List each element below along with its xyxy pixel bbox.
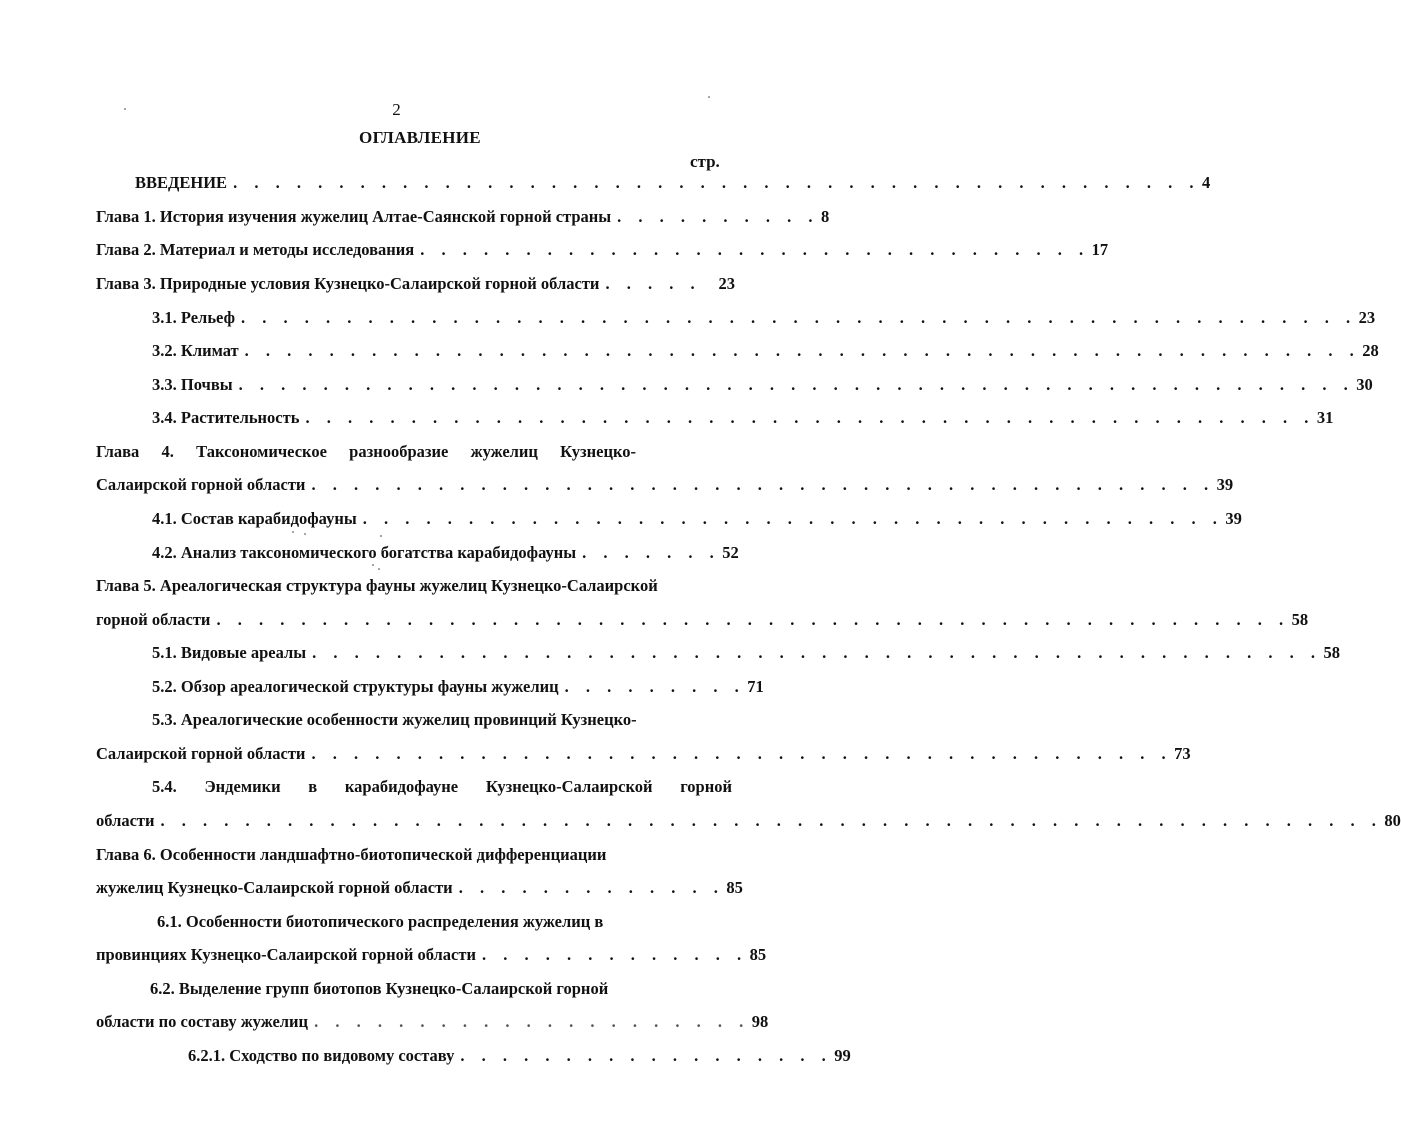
- scan-speck: [372, 564, 374, 566]
- toc-entry-page: 23: [1358, 308, 1376, 327]
- toc-entry: [96, 743, 1191, 765]
- toc-entry-text: Салаирской горной области: [96, 475, 306, 494]
- scan-speck: [708, 96, 710, 98]
- toc-entry: [96, 441, 636, 463]
- toc-entry: [152, 709, 735, 731]
- toc-entry-text: жужелиц Кузнецко-Салаирской горной области: [96, 878, 453, 897]
- toc-entry: [96, 810, 1401, 832]
- toc-entry-text: области по составу жужелиц: [96, 1012, 309, 1031]
- toc-entry-text: области: [96, 811, 155, 830]
- toc-entry-page: 98: [751, 1012, 769, 1031]
- toc-entry: [152, 307, 1376, 329]
- toc-entry: [157, 911, 735, 933]
- toc-entry-page: 85: [726, 878, 743, 897]
- toc-entry-text: 4.1. Состав карабидофауны: [152, 509, 357, 528]
- toc-entry-page: 17: [1091, 240, 1109, 259]
- toc-entry-page: 58: [1323, 643, 1340, 662]
- scan-speck: [304, 533, 306, 535]
- toc-entry-text: Глава 3. Природные условия Кузнецко-Салаирской горной области: [96, 274, 600, 293]
- toc-entry-page: 28: [1362, 341, 1379, 360]
- toc-entry-page: 99: [834, 1046, 851, 1065]
- leader-dots: . . . . . . . . .: [564, 677, 746, 696]
- leader-dots: . . . . . . . . . . . . . . . . . . . . . . . . . . . . . . . . . . . . . . . . .: [362, 509, 1224, 528]
- toc-entry: [152, 542, 739, 564]
- leader-dots: . . . . . . . . . . . . . . . . . . . . . . . . . . . . . . . . . . . . . . . . . . . . . . . . . . . . .: [240, 308, 1357, 327]
- toc-entry: [96, 609, 1309, 631]
- toc-entry-text: провинциях Кузнецко-Салаирской горной области: [96, 945, 476, 964]
- toc-entry-text: Глава 6. Особенности ландшафтно-биотопической дифференциации: [96, 845, 607, 864]
- toc-entry-page: 39: [1216, 475, 1234, 494]
- leader-dots: . . . . . . . . . . . . . . . . . . . . . . . . . . . . . . . . . . . . . . . . . . . . . . . . . . .: [216, 610, 1290, 629]
- page-column-label: стр.: [690, 152, 720, 171]
- toc-entry-text: горной области: [96, 610, 211, 629]
- toc-entry: [188, 1045, 851, 1067]
- toc-entry-text: Глава 2. Материал и методы исследования: [96, 240, 415, 259]
- leader-dots: . . . . . . . . . .: [617, 207, 820, 226]
- toc-entry-text: 5.1. Видовые ареалы: [152, 643, 307, 662]
- leader-dots: . . . . . . . . . . . . .: [482, 945, 748, 964]
- toc-entry-text: 6.2. Выделение групп биотопов Кузнецко-Салаирской горной: [150, 979, 609, 998]
- toc-entry-text: 5.3. Ареалогические особенности жужелиц провинций Кузнецко-: [152, 710, 637, 729]
- page-number: 2: [392, 100, 401, 119]
- toc-entry-page: 71: [747, 677, 764, 696]
- leader-dots: . . . . . . . . . . . . . . . . . . . . .: [314, 1012, 750, 1031]
- toc-entry-text: Глава 5. Ареалогическая структура фауны жужелиц Кузнецко-Салаирской: [96, 576, 658, 595]
- toc-entry-text: Глава 1. История изучения жужелиц Алтае-Саянской горной страны: [96, 207, 612, 226]
- toc-entry: [152, 340, 1379, 362]
- scan-speck: [378, 568, 380, 570]
- toc-entry: [96, 575, 751, 597]
- leader-dots: . . . . .: [605, 274, 702, 293]
- toc-entry-text: 3.1. Рельеф: [152, 308, 235, 327]
- toc-entry-text: Глава 4. Таксономическое разнообразие жужелиц Кузнецко-: [96, 442, 636, 461]
- toc-entry-page: 52: [722, 543, 739, 562]
- toc-entry: [152, 407, 1334, 429]
- toc-entry: [135, 172, 1211, 194]
- toc-entry: [96, 474, 1234, 496]
- leader-dots: . . . . . . . . . . . . . . . . . . . . . . . . . . . . . . . . . . . . . . . . . . . . . . . . . . . . .: [244, 341, 1361, 360]
- toc-entry-text: 3.3. Почвы: [152, 375, 233, 394]
- scan-speck: [380, 535, 382, 537]
- toc-entry: [96, 844, 735, 866]
- leader-dots: . . . . . . . . . . . . . . . . . . . . . . . . . . . . . . . . . . . . . . . . . . . . . . . . . . . . . . . . . .: [160, 811, 1383, 830]
- toc-entry-page: 80: [1384, 811, 1401, 830]
- toc-entry: [150, 978, 735, 1000]
- toc-entry-page: 30: [1356, 375, 1373, 394]
- toc-entry-page: 58: [1291, 610, 1309, 629]
- scan-speck: [124, 108, 126, 110]
- leader-dots: . . . . . . . . . . . . . . . . . . . . . . . . . . . . . . . . . . . . . . . . .: [311, 744, 1173, 763]
- toc-entry: [96, 239, 1109, 261]
- toc-entry-page: 23: [718, 274, 735, 293]
- leader-dots: . . . . . . . . . . . . . . . . . .: [460, 1046, 833, 1065]
- toc-entry: [96, 206, 830, 228]
- toc-entry-text: 5.4. Эндемики в карабидофауне Кузнецко-Салаирской горной: [152, 777, 732, 796]
- toc-entry-text: ВВЕДЕНИЕ: [135, 173, 228, 192]
- leader-dots: . . . . . . .: [582, 543, 721, 562]
- toc-entry: [152, 676, 764, 698]
- leader-dots: . . . . . . . . . . . . . . . . . . . . . . . . . . . . . . . . . . . . . . . . . . . . . . . . . . . . .: [238, 375, 1355, 394]
- toc-entry-text: 3.4. Растительность: [152, 408, 300, 427]
- toc-entry: [96, 877, 743, 899]
- toc-entry-text: Салаирской горной области: [96, 744, 306, 763]
- leader-dots: . . . . . . . . . . . . . . . . . . . . . . . . . . . . . . . . . . . . . . . . . . . . . .: [233, 173, 1200, 192]
- leader-dots: . . . . . . . . . . . . . . . . . . . . . . . . . . . . . . . . . . . . . . . . . . . . . . . .: [312, 643, 1322, 662]
- leader-dots: . . . . . . . . . . . . .: [458, 878, 725, 897]
- leader-dots: . . . . . . . . . . . . . . . . . . . . . . . . . . . . . . . . . . . . . . . . . . .: [311, 475, 1215, 494]
- page-title: ОГЛАВЛЕНИЕ: [359, 128, 481, 147]
- toc-entry: [152, 374, 1373, 396]
- toc-entry-text: 3.2. Климат: [152, 341, 239, 360]
- toc-entry: [152, 776, 732, 798]
- toc-entry-page: 8: [821, 207, 830, 226]
- toc-entry: [152, 642, 1340, 664]
- toc-entry-text: 5.2. Обзор ареалогической структуры фауны жужелиц: [152, 677, 559, 696]
- toc-entry-text: 4.2. Анализ таксономического богатства карабидофауны: [152, 543, 577, 562]
- toc-entry-page: 31: [1316, 408, 1334, 427]
- toc-entry: [96, 273, 735, 295]
- scan-speck: [292, 531, 294, 533]
- toc-entry-text: 6.2.1. Сходство по видовому составу: [188, 1046, 455, 1065]
- toc-entry: [96, 944, 767, 966]
- toc-entry-page: 4: [1201, 173, 1211, 192]
- toc-entry-page: 73: [1174, 744, 1191, 763]
- leader-dots: . . . . . . . . . . . . . . . . . . . . . . . . . . . . . . . .: [420, 240, 1090, 259]
- toc-entry: [96, 1011, 769, 1033]
- toc-entry-page: 85: [749, 945, 767, 964]
- leader-dots: . . . . . . . . . . . . . . . . . . . . . . . . . . . . . . . . . . . . . . . . . . . . . . . .: [305, 408, 1315, 427]
- toc-entry-page: 39: [1225, 509, 1242, 528]
- toc-entry: [152, 508, 1242, 530]
- toc-entry-text: 6.1. Особенности биотопического распределения жужелиц в: [157, 912, 604, 931]
